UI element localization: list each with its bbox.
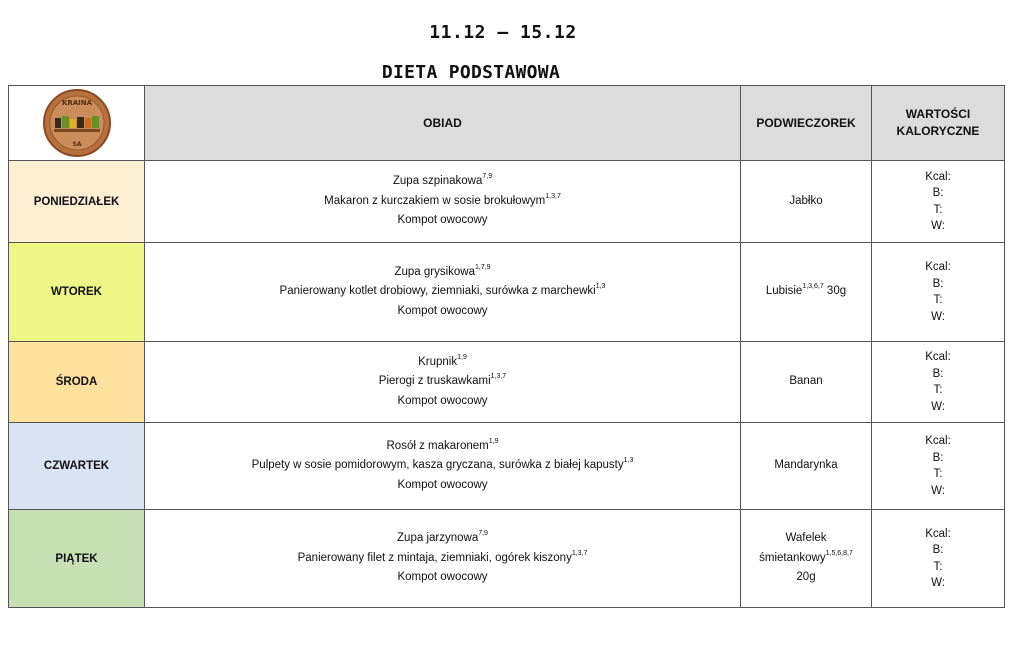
lunch-item-text: Kompot owocowy bbox=[397, 571, 488, 584]
lunch-item-text: Kompot owocowy bbox=[397, 478, 488, 491]
day-row bbox=[9, 161, 1005, 243]
kcal-label: B: bbox=[932, 277, 944, 290]
lunch-item bbox=[149, 172, 736, 192]
lunch-item-text: Kompot owocowy bbox=[397, 304, 488, 317]
menu-table bbox=[8, 85, 1005, 608]
kcal-label: W: bbox=[931, 484, 945, 497]
day-name: CZWARTEK bbox=[9, 423, 145, 510]
allergen-codes: 1,3,7 bbox=[490, 373, 507, 381]
kcal-label: W: bbox=[931, 310, 945, 323]
lunch-item bbox=[149, 282, 736, 302]
kcal-label: Kcal: bbox=[925, 527, 951, 540]
kcal-label: B: bbox=[932, 367, 944, 380]
kcal-label: T: bbox=[933, 384, 943, 396]
snack-column-header: PODWIECZOREK bbox=[741, 86, 872, 161]
allergen-codes: 1,9 bbox=[457, 353, 467, 361]
allergen-codes: 1,3,7 bbox=[571, 549, 588, 557]
kcal-cell bbox=[872, 510, 1005, 608]
lunch-cell bbox=[145, 510, 741, 608]
lunch-item bbox=[149, 353, 736, 373]
day-row bbox=[9, 510, 1005, 608]
snack-cell bbox=[741, 342, 872, 423]
lunch-item bbox=[149, 192, 736, 212]
kcal-label: B: bbox=[932, 451, 944, 464]
lunch-item bbox=[149, 372, 736, 392]
diet-title: DIETA PODSTAWOWA bbox=[381, 62, 561, 83]
snack-item-text: Jabłko bbox=[789, 194, 823, 207]
day-name: WTOREK bbox=[9, 243, 145, 342]
snack-item-text: śmietankowy bbox=[759, 551, 826, 564]
kcal-label: Kcal: bbox=[925, 261, 951, 273]
lunch-item-text: Panierowany kotlet drobiowy, ziemniaki, surówka z marchewki bbox=[279, 285, 596, 298]
snack-item bbox=[745, 456, 867, 476]
logo-bottom-text: SA bbox=[72, 141, 81, 148]
kcal-cell bbox=[872, 342, 1005, 423]
kcal-label: Kcal: bbox=[925, 435, 951, 447]
snack-item-text: Banan bbox=[789, 375, 823, 388]
kcal-label: B: bbox=[932, 187, 944, 199]
allergen-codes: 1,3 bbox=[595, 283, 606, 291]
day-row bbox=[9, 342, 1005, 423]
menu-body bbox=[9, 161, 1005, 608]
kcal-column-header bbox=[872, 86, 1005, 161]
lunch-item bbox=[149, 568, 736, 588]
kcal-cell bbox=[872, 243, 1005, 342]
kcal-label: W: bbox=[931, 577, 945, 589]
kcal-label: T: bbox=[933, 560, 943, 573]
allergen-codes: 7,9 bbox=[478, 530, 488, 538]
lunch-column-header: OBIAD bbox=[145, 86, 741, 161]
kcal-cell bbox=[872, 161, 1005, 243]
lunch-item-text: Kompot owocowy bbox=[397, 394, 488, 407]
lunch-item-text: Zupa szpinakowa bbox=[392, 175, 483, 188]
snack-cell bbox=[741, 510, 872, 608]
kcal-label: Kcal: bbox=[925, 170, 951, 183]
kcal-cell bbox=[872, 423, 1005, 510]
lunch-item bbox=[149, 392, 736, 412]
date-range: 11.12 – 15.12 bbox=[429, 22, 577, 43]
allergen-codes: 1,7,9 bbox=[474, 263, 491, 271]
day-name: ŚRODA bbox=[9, 342, 145, 423]
lunch-item bbox=[149, 211, 736, 231]
snack-cell bbox=[741, 423, 872, 510]
lunch-item bbox=[149, 476, 736, 496]
lunch-item bbox=[149, 302, 736, 322]
snack-item bbox=[745, 529, 867, 549]
lunch-cell bbox=[145, 342, 741, 423]
logo-cell bbox=[9, 86, 145, 161]
snack-item bbox=[745, 282, 867, 302]
snack-cell bbox=[741, 161, 872, 243]
lunch-item-text: Makaron z kurczakiem w sosie brokułowym bbox=[324, 194, 546, 207]
lunch-item bbox=[149, 263, 736, 283]
allergen-codes: 1,5,6,8,7 bbox=[825, 549, 853, 557]
snack-item-text: Lubisie bbox=[765, 285, 803, 298]
allergen-codes: 1,9 bbox=[488, 437, 499, 445]
lunch-item-text: Panierowany filet z mintaja, ziemniaki, ogórek kiszony bbox=[297, 551, 572, 564]
kcal-label: Kcal: bbox=[925, 351, 951, 363]
snack-item bbox=[745, 372, 867, 392]
lunch-item bbox=[149, 549, 736, 569]
kcal-label: W: bbox=[931, 220, 945, 232]
lunch-item-text: Rosół z makaronem bbox=[386, 439, 489, 452]
lunch-item bbox=[149, 437, 736, 457]
allergen-codes: 1,3 bbox=[623, 457, 634, 465]
lunch-cell bbox=[145, 243, 741, 342]
lunch-cell bbox=[145, 161, 741, 243]
kindergarten-logo bbox=[42, 88, 112, 158]
lunch-item-text: Pierogi z truskawkami bbox=[378, 375, 491, 388]
snack-item bbox=[745, 549, 867, 569]
day-row bbox=[9, 243, 1005, 342]
snack-item bbox=[745, 192, 867, 212]
allergen-codes: 1,3,7 bbox=[545, 192, 561, 200]
kcal-label: T: bbox=[933, 203, 943, 216]
day-row bbox=[9, 423, 1005, 510]
kcal-header-line2: KALORYCZNE bbox=[896, 124, 980, 138]
allergen-codes: 1,3,6,7 bbox=[802, 283, 824, 291]
lunch-item-text: Zupa jarzynowa bbox=[397, 532, 479, 545]
day-name: PONIEDZIAŁEK bbox=[9, 161, 145, 243]
lunch-item bbox=[149, 456, 736, 476]
lunch-item-text: Zupa grysikowa bbox=[394, 265, 475, 278]
day-name: PIĄTEK bbox=[9, 510, 145, 608]
kcal-label: T: bbox=[933, 468, 943, 480]
kcal-label: B: bbox=[932, 544, 944, 556]
snack-cell bbox=[741, 243, 872, 342]
kcal-label: T: bbox=[933, 294, 943, 306]
allergen-codes: 7,9 bbox=[482, 173, 493, 181]
lunch-item-text: Krupnik bbox=[418, 355, 458, 368]
lunch-item-text: Pulpety w sosie pomidorowym, kasza gryczana, surówka z białej kapusty bbox=[251, 459, 624, 472]
lunch-item-text: Kompot owocowy bbox=[397, 214, 488, 227]
logo-top-text: KRAINA bbox=[61, 99, 92, 107]
header-row bbox=[9, 86, 1005, 161]
snack-item-text: Wafelek bbox=[785, 532, 827, 545]
kcal-header-line1: WARTOŚCI bbox=[905, 107, 971, 121]
snack-item-text: 20g bbox=[796, 571, 816, 584]
kcal-label: W: bbox=[931, 400, 945, 413]
lunch-item bbox=[149, 529, 736, 549]
snack-portion: 30g bbox=[823, 285, 847, 298]
lunch-cell bbox=[145, 423, 741, 510]
snack-item bbox=[745, 568, 867, 588]
snack-item-text: Mandarynka bbox=[774, 459, 838, 472]
